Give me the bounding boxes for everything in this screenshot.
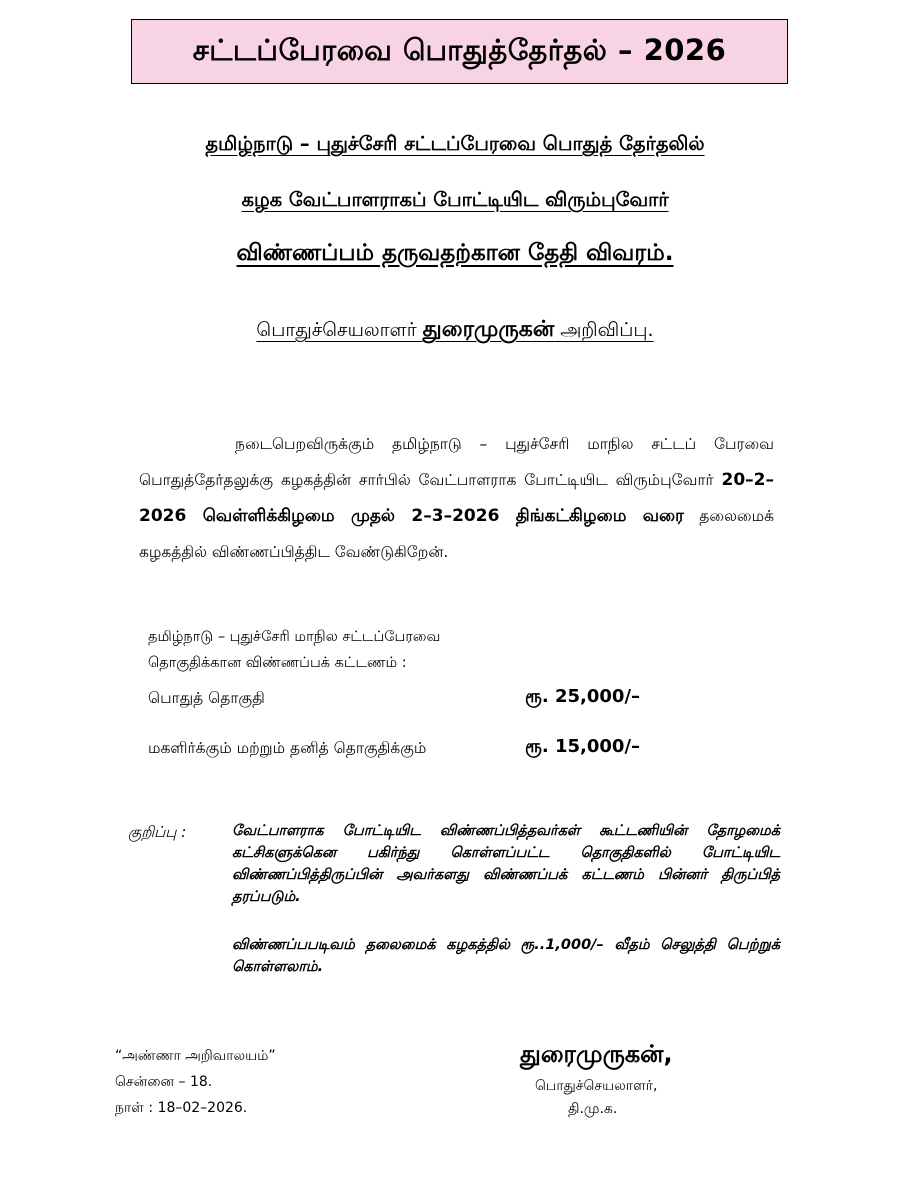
fee-heading-line-1: தமிழ்நாடு – புதுச்சேரி மாநில சட்டப்பேரவை	[148, 629, 441, 645]
note-paragraph-2: விண்ணப்பபடிவம் தலைமைக் கழகத்தில் ரூ..1,000/– வீதம் செலுத்தி பெற்றுக் கொள்ளலாம்.	[232, 937, 780, 975]
footer-city: சென்னை – 18.	[115, 1074, 213, 1090]
announcement-suffix: அறிவிப்பு.	[554, 319, 654, 341]
heading-line-2: கழக வேட்பாளராகப் போட்டியிட விரும்புவோர்	[241, 188, 669, 211]
fee-row-general-label: பொதுத் தொகுதி	[148, 689, 265, 707]
footer-date: நாள் : 18–02–2026.	[115, 1100, 248, 1116]
fee-row-reserved-label: மகளிர்க்கும் மற்றும் தனித் தொகுதிக்கும்	[148, 739, 427, 757]
heading-line-3: விண்ணப்பம் தருவதற்கான தேதி விவரம்.	[236, 240, 674, 266]
fee-row-reserved-amount: ரூ. 15,000/–	[525, 736, 641, 757]
body-paragraph	[139, 426, 774, 570]
note-label: குறிப்பு :	[128, 823, 187, 841]
announcement-line	[0, 317, 910, 345]
body-text-1: நடைபெறவிருக்கும் தமிழ்நாடு – புதுச்சேரி மாநில சட்டப் பேரவை பொதுத்தேர்தலுக்கு கழகத்தின் சார்பில் வேட்பாளராக போட்டியிட விரும்புவோர்	[139, 435, 774, 489]
fee-heading-line-2: தொகுதிக்கான விண்ணப்பக் கட்டணம் :	[148, 655, 407, 671]
signature-name: துரைமுருகன்,	[520, 1040, 673, 1068]
body-dates: 20–2–2026 வெள்ளிக்கிழமை முதல் 2–3–2026 திங்கட்கிழமை வரை	[139, 470, 774, 526]
announcement-name: துரைமுருகன்	[422, 317, 555, 342]
page-title: சட்டப்பேரவை பொதுத்தேர்தல் – 2026	[131, 19, 788, 84]
body-text-2: தலைமைக் கழகத்தில் விண்ணப்பித்திட வேண்டுகிறேன்.	[139, 507, 774, 561]
fee-heading	[148, 624, 440, 676]
fee-row-general-amount: ரூ. 25,000/–	[525, 686, 641, 707]
note-paragraph-1: வேட்பாளராக போட்டியிட விண்ணப்பித்தவர்கள் கூட்டணியின் தோழமைக் கட்சிகளுக்கென பகிர்ந்து கொள்ளப்பட்ட தொகுதிகளில் போட்டியிட விண்ணப்பித்திருப்பின் அவர்களது விண்ணப்பக் கட்டணம் பின்னர் திருப்பித் தரப்படும்.	[232, 823, 780, 905]
footer-place: “அண்ணா அறிவாலயம்”	[115, 1048, 276, 1064]
signature-party: தி.மு.க.	[568, 1101, 618, 1117]
announcement-prefix: பொதுச்செயலாளர்	[256, 319, 423, 341]
heading-line-1: தமிழ்நாடு – புதுச்சேரி சட்டப்பேரவை பொதுத் தேர்தலில்	[205, 132, 705, 155]
signature-designation: பொதுச்செயலாளர்,	[535, 1078, 658, 1094]
